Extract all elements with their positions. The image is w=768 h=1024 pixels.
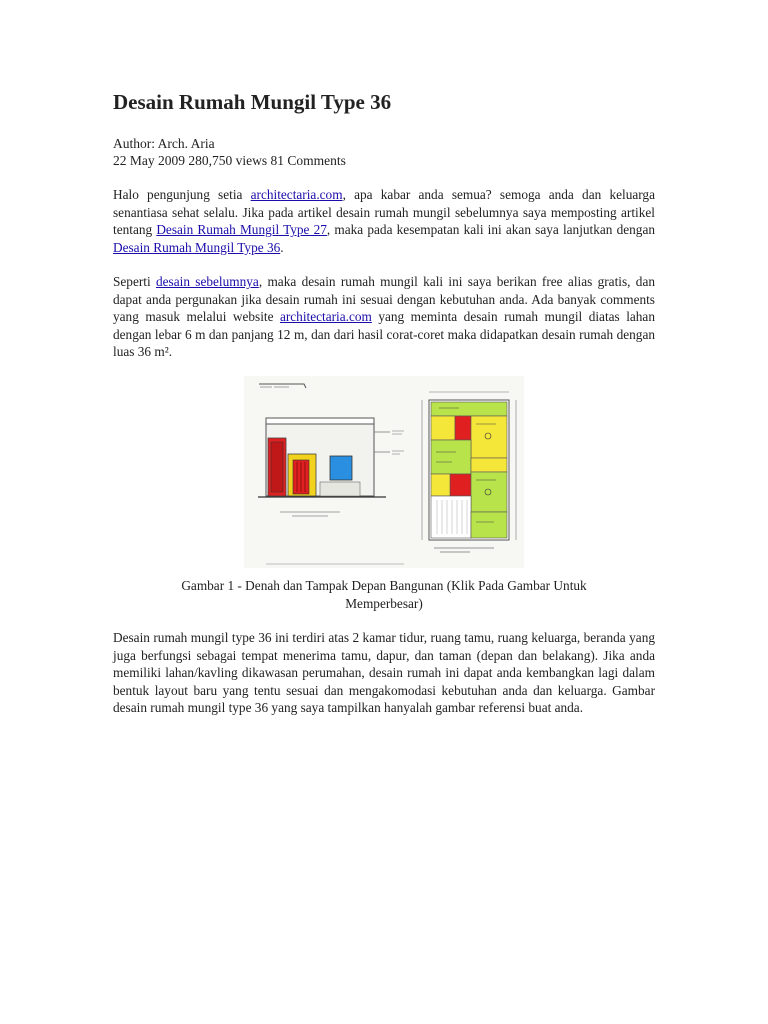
description-paragraph: Desain rumah mungil type 36 ini terdiri atas 2 kamar tidur, ruang tamu, ruang keluarga, beranda yang juga berfungsi sebagai tempat menerima tamu, dapur, dan taman (depan dan belakang). Jika anda memiliki lahan/kavling dikawasan perumahan, desain rumah ini dapat anda kembangkan lagi dalam bentuk layout baru yang tentu sesuai dan mengakomodasi kebutuhan anda dan keluarga. Gambar desain rumah mungil type 36 yang saya tampilkan hanyalah gambar referensi buat anda. bbox=[113, 630, 655, 716]
second-text-2: , maka desain rumah mungil kali ini saya berikan free alias gratis, dan dapat anda pergunakan jika desain rumah ini sesuai dengan kebutuhan anda. Ada banyak comments yang masuk melalui website bbox=[113, 274, 655, 325]
article-title: Desain Rumah Mungil Type 36 bbox=[113, 90, 392, 114]
architectaria-link[interactable]: architectaria.com bbox=[250, 187, 343, 202]
type-36-link[interactable]: Desain Rumah Mungil Type 36 bbox=[113, 239, 281, 255]
second-text-3: yang meminta desain rumah mungil diatas lahan dengan lebar 6 m dan panjang 12 m, dan dari hasil corat-coret maka didapatkan desain rumah dengan luas 36 m². bbox=[113, 309, 655, 360]
author-line: Author: Arch. Aria bbox=[113, 136, 215, 151]
desain-sebelumnya-link[interactable]: desain sebelumnya bbox=[156, 274, 259, 289]
intro-paragraph bbox=[113, 186, 655, 256]
architectaria-link-2[interactable]: architectaria.com bbox=[279, 309, 372, 325]
article-meta bbox=[113, 136, 346, 169]
second-text-1: Seperti bbox=[113, 274, 156, 289]
house-drawing bbox=[244, 376, 524, 568]
second-paragraph bbox=[113, 273, 655, 361]
figure-caption: Gambar 1 - Denah dan Tampak Depan Bangunan (Klik Pada Gambar Untuk Memperbesar) bbox=[181, 578, 587, 611]
intro-text-3: , maka pada kesempatan kali ini akan saya lanjutkan dengan bbox=[326, 222, 655, 238]
intro-text-2: , apa kabar anda semua? semoga anda dan keluarga senantiasa sehat selalu. Jika pada artikel desain rumah mungil sebelumnya saya memposting artikel tentang bbox=[113, 187, 655, 238]
house-plan-image[interactable] bbox=[244, 376, 524, 568]
stats-line: 22 May 2009 280,750 views 81 Comments bbox=[113, 152, 346, 168]
type-27-link[interactable]: Desain Rumah Mungil Type 27 bbox=[156, 222, 327, 238]
intro-text-4: . bbox=[280, 239, 284, 255]
intro-text-1: Halo pengunjung setia bbox=[113, 187, 251, 202]
